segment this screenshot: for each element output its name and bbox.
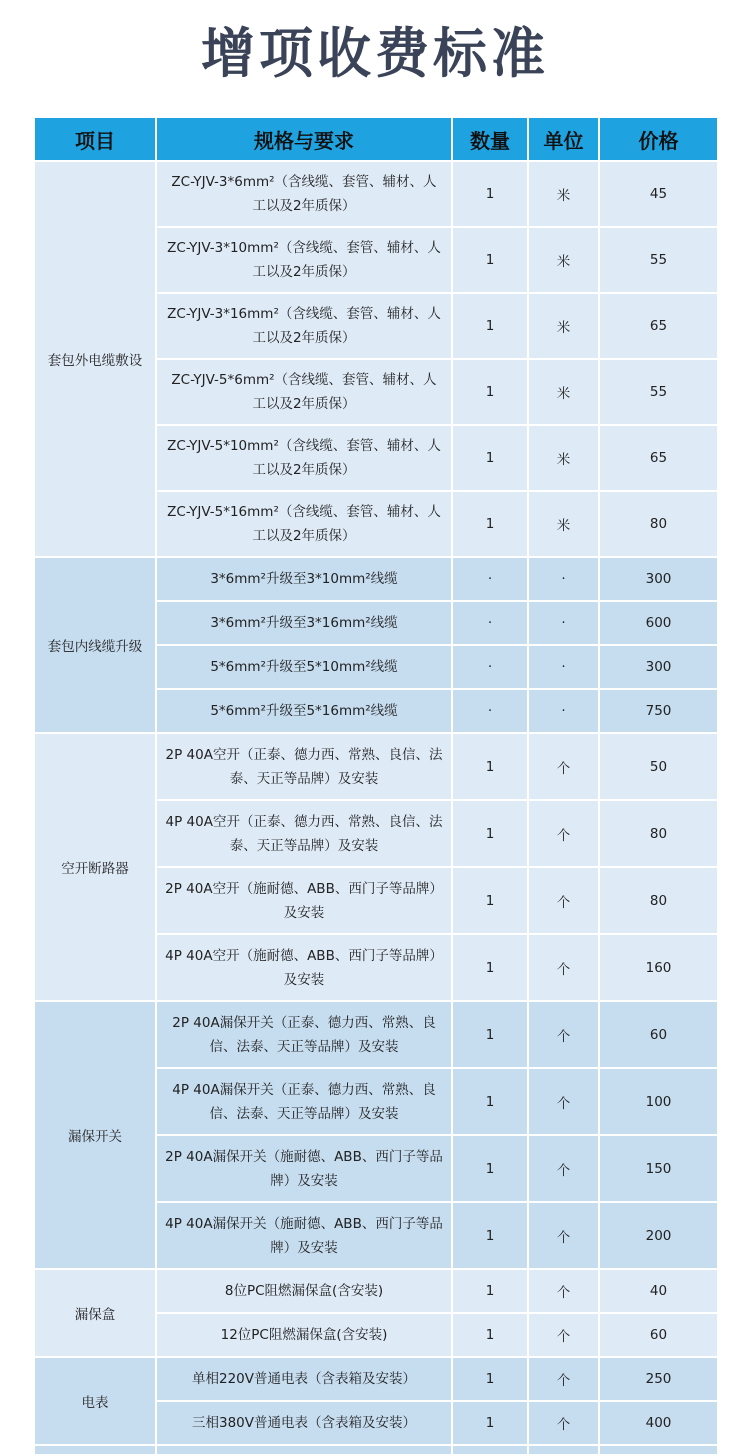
unit-cell: 个 (528, 800, 599, 867)
spec-cell: 2P 40A漏保开关（施耐德、ABB、西门子等品牌）及安装 (156, 1135, 452, 1202)
qty-cell: 1 (452, 1269, 528, 1313)
unit-cell: · (528, 557, 599, 601)
qty-cell: 1 (452, 733, 528, 800)
qty-cell: 1 (452, 1001, 528, 1068)
qty-cell: 1 (452, 1401, 528, 1445)
group-outdoor-cable (34, 161, 718, 557)
spec-cell: 3*6mm²升级至3*16mm²线缆 (156, 601, 452, 645)
qty-cell: · (452, 557, 528, 601)
unit-cell: 米 (528, 425, 599, 491)
price-cell: 45 (599, 161, 718, 227)
price-cell: 55 (599, 227, 718, 293)
qty-cell: · (452, 601, 528, 645)
unit-cell: 个 (528, 1068, 599, 1135)
group-name: 套包外电缆敷设 (34, 161, 156, 557)
qty-cell: 1 (452, 1068, 528, 1135)
qty-cell: 1 (452, 161, 528, 227)
price-cell: 80 (599, 800, 718, 867)
spec-cell: 2P 40A空开（施耐德、ABB、西门子等品牌）及安装 (156, 867, 452, 934)
unit-cell: 个 (528, 867, 599, 934)
qty-cell: 1 (452, 1357, 528, 1401)
group-name: 漏保盒 (34, 1269, 156, 1357)
price-cell: 300 (599, 557, 718, 601)
spec-cell: 4P 40A漏保开关（施耐德、ABB、西门子等品牌）及安装 (156, 1202, 452, 1269)
unit-cell: · (528, 645, 599, 689)
price-cell: 200 (599, 1202, 718, 1269)
spec-cell: 4P 40A漏保开关（正泰、德力西、常熟、良信、法泰、天正等品牌）及安装 (156, 1068, 452, 1135)
header-spec: 规格与要求 (156, 117, 452, 161)
price-cell: 150 (599, 1135, 718, 1202)
price-cell: 60 (599, 1313, 718, 1357)
qty-cell: 1 (452, 1313, 528, 1357)
table-row (34, 1001, 718, 1068)
qty-cell: 1 (452, 227, 528, 293)
spec-cell: 2P 40A空开（正泰、德力西、常熟、良信、法泰、天正等品牌）及安装 (156, 733, 452, 800)
table-row (34, 733, 718, 800)
spec-cell: 4P 40A空开（正泰、德力西、常熟、良信、法泰、天正等品牌）及安装 (156, 800, 452, 867)
unit-cell: 个 (528, 1401, 599, 1445)
qty-cell: 1 (452, 293, 528, 359)
group-circuit-breaker (34, 733, 718, 1001)
header-qty: 数量 (452, 117, 528, 161)
qty-cell: · (452, 689, 528, 733)
price-cell: 750 (599, 689, 718, 733)
spec-cell: 5*6mm²升级至5*10mm²线缆 (156, 645, 452, 689)
qty-cell: 1 (452, 934, 528, 1001)
price-cell: 50 (599, 733, 718, 800)
qty-cell: 1 (452, 425, 528, 491)
price-cell: 400 (599, 1401, 718, 1445)
spec-cell: ZC-YJV-5*6mm²（含线缆、套管、辅材、人工以及2年质保） (156, 359, 452, 425)
table-continuation (34, 1445, 718, 1455)
qty-cell: 1 (452, 1202, 528, 1269)
price-cell: 60 (599, 1001, 718, 1068)
price-cell: 40 (599, 1269, 718, 1313)
group-name: 电表 (34, 1357, 156, 1445)
spec-cell: 5*6mm²升级至5*16mm²线缆 (156, 689, 452, 733)
spec-cell: ZC-YJV-5*16mm²（含线缆、套管、辅材、人工以及2年质保） (156, 491, 452, 557)
spec-cell: ZC-YJV-3*16mm²（含线缆、套管、辅材、人工以及2年质保） (156, 293, 452, 359)
price-cell: 600 (599, 601, 718, 645)
price-cell: 160 (599, 934, 718, 1001)
unit-cell: 个 (528, 1135, 599, 1202)
table-row (34, 161, 718, 227)
price-cell: 100 (599, 1068, 718, 1135)
qty-cell: 1 (452, 359, 528, 425)
qty-cell: 1 (452, 867, 528, 934)
group-name: 漏保开关 (34, 1001, 156, 1269)
unit-cell: 个 (528, 1313, 599, 1357)
spec-cell: ZC-YJV-3*6mm²（含线缆、套管、辅材、人工以及2年质保） (156, 161, 452, 227)
table-row (34, 557, 718, 601)
spec-cell: 单相220V普通电表（含表箱及安装） (156, 1357, 452, 1401)
spec-cell: 三相380V普通电表（含表箱及安装） (156, 1401, 452, 1445)
qty-cell: 1 (452, 491, 528, 557)
table-row (34, 1269, 718, 1313)
spec-cell: ZC-YJV-5*10mm²（含线缆、套管、辅材、人工以及2年质保） (156, 425, 452, 491)
unit-cell: · (528, 689, 599, 733)
spec-cell: 12位PC阻燃漏保盒(含安装) (156, 1313, 452, 1357)
qty-cell: · (452, 645, 528, 689)
unit-cell: 米 (528, 359, 599, 425)
qty-cell: 1 (452, 1135, 528, 1202)
spec-cell: 4P 40A空开（施耐德、ABB、西门子等品牌）及安装 (156, 934, 452, 1001)
header-unit: 单位 (528, 117, 599, 161)
header-price: 价格 (599, 117, 718, 161)
fee-table (33, 116, 719, 1456)
group-leakage-switch (34, 1001, 718, 1269)
group-cable-upgrade (34, 557, 718, 733)
unit-cell: 个 (528, 1357, 599, 1401)
unit-cell: 个 (528, 1001, 599, 1068)
price-cell: 300 (599, 645, 718, 689)
unit-cell: 个 (528, 1269, 599, 1313)
price-cell: 250 (599, 1357, 718, 1401)
price-cell: 80 (599, 491, 718, 557)
table-header-row (34, 117, 718, 161)
spec-cell: ZC-YJV-3*10mm²（含线缆、套管、辅材、人工以及2年质保） (156, 227, 452, 293)
price-cell: 65 (599, 293, 718, 359)
unit-cell: 个 (528, 733, 599, 800)
page-title: 增项收费标准 (201, 22, 549, 85)
unit-cell: 个 (528, 934, 599, 1001)
qty-cell: 1 (452, 800, 528, 867)
spec-cell: 2P 40A漏保开关（正泰、德力西、常熟、良信、法泰、天正等品牌）及安装 (156, 1001, 452, 1068)
price-cell: 80 (599, 867, 718, 934)
unit-cell: 米 (528, 293, 599, 359)
group-name: 套包内线缆升级 (34, 557, 156, 733)
header-item: 项目 (34, 117, 156, 161)
table-row (34, 1445, 718, 1455)
unit-cell: 米 (528, 227, 599, 293)
price-cell: 65 (599, 425, 718, 491)
group-name: 空开断路器 (34, 733, 156, 1001)
unit-cell: 个 (528, 1202, 599, 1269)
unit-cell: · (528, 601, 599, 645)
group-leakage-box (34, 1269, 718, 1357)
spec-cell: 3*6mm²升级至3*10mm²线缆 (156, 557, 452, 601)
unit-cell: 米 (528, 491, 599, 557)
unit-cell: 米 (528, 161, 599, 227)
spec-cell: 8位PC阻燃漏保盒(含安装) (156, 1269, 452, 1313)
price-cell: 55 (599, 359, 718, 425)
table-row (34, 1357, 718, 1401)
group-meter (34, 1357, 718, 1445)
